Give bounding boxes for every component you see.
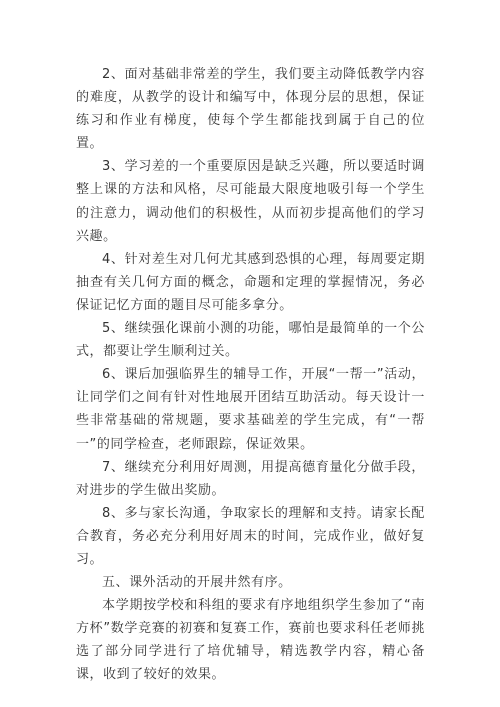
paragraph-item-3: 3、学习差的一个重要原因是缺乏兴趣，所以要适时调整上课的方法和风格，尽可能最大限度地吸引每一个学生的注意力，调动他们的积极性，从而初步提高他们的学习兴趣。 — [76, 159, 425, 244]
document-body — [76, 63, 425, 687]
paragraph-item-2: 2、面对基础非常差的学生，我们要主动降低教学内容的难度，从教学的设计和编写中，体现分层的思想，保证练习和作业有梯度，使每个学生都能找到属于自己的位置。 — [76, 67, 425, 152]
paragraph-competition: 本学期按学校和科组的要求有序地组织学生参加了“南方杯”数学竞赛的初赛和复赛工作，赛前也要求科任老师挑选了部分同学进行了培优辅导，精选教学内容，精心备课，收到了较好的效果。 — [76, 598, 425, 683]
paragraph-item-7: 7、继续充分利用好周测，用提高德育量化分做手段，对进步的学生做出奖励。 — [76, 459, 425, 498]
paragraph-item-6: 6、课后加强临界生的辅导工作，开展“一帮一”活动，让同学们之间有针对性地展开团结互助活动。每天设计一些非常基础的常规题，要求基础差的学生完成，有“一帮一”的同学检查，老师跟踪，保证效果。 — [76, 367, 425, 452]
paragraph-item-8: 8、多与家长沟通，争取家长的理解和支持。请家长配合教育，务必充分利用好周末的时间，完成作业，做好复习。 — [76, 505, 425, 567]
section-heading: 五、课外活动的开展井然有序。 — [102, 575, 292, 591]
paragraph-item-5: 5、继续强化课前小测的功能，哪怕是最简单的一个公式，都要让学生顺利过关。 — [76, 321, 425, 360]
paragraph-item-4: 4、针对差生对几何尤其感到恐惧的心理，每周要定期抽查有关几何方面的概念，命题和定理的掌握情况，务必保证记忆方面的题目尽可能多拿分。 — [76, 251, 425, 313]
